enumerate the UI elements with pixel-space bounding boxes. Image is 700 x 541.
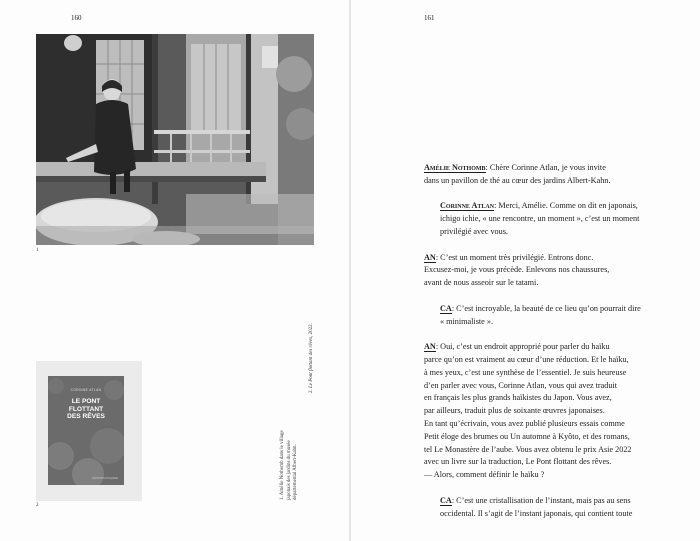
book-cover-card bbox=[36, 361, 142, 501]
left-page bbox=[0, 0, 349, 541]
caption-photo-line: 1. Amélie Nothomb dans le village bbox=[280, 430, 285, 500]
page-number: 161 bbox=[424, 14, 435, 22]
page-number: 160 bbox=[71, 14, 82, 22]
dialogue-turn: CA: C’est incroyable, la beauté de ce lieu qu’on pourrait dire « minimaliste ». bbox=[424, 303, 678, 329]
caption-book-prefix: 2. bbox=[309, 388, 314, 393]
dialogue-line: Oui, c’est un endroit approprié pour parler du haïku bbox=[440, 342, 610, 352]
dialogue-turn: Amélie Nothomb: Chère Corinne Atlan, je vous invite dans un pavillon de thé au cœur des jardins Albert-Kahn. bbox=[424, 162, 678, 188]
dialogue-line: par ailleurs, traduit plus de soixante œuvres japonaises. bbox=[424, 406, 605, 416]
dialogue-line: ichigo ichie, « une rencontre, un moment », c’est un moment bbox=[440, 214, 640, 224]
dialogue-line: — Alors, comment définir le haïku ? bbox=[424, 470, 545, 480]
photo-amelie-in-pavilion bbox=[36, 34, 314, 245]
dialogue-line: d’en parler avec vous, Corinne Atlan, vous qui avez traduit bbox=[424, 380, 618, 390]
dialogue-turn: CA: C’est une cristallisation de l’instant, mais pas au sens occidental. Il s’agit de l’instant japonais, qui contient toute bbox=[424, 495, 678, 521]
caption-photo-line: japonais des jardins du musée bbox=[286, 440, 292, 500]
dialogue-turn: AN: Oui, c’est un endroit approprié pour parler du haïku parce qu’on est vraiment au cœur d’une réduction. Et le haïku, à mes yeux, c’est une synthèse de l’essentiel. Je suis heureuse d’en parler avec vous, Corinne Atlan, vous qui avez traduit en français les plus grands haïkistes du Japon. Vous avez, par ailleurs, traduit plus de soixante œuvres japonaises. En tant qu’écrivain, vous avez publié plusieurs essais comme Petit éloge des brumes ou Un automne à Kyôto, et des romans, tel Le Monastère de l’aube. Vous avez obtenu le prix Asie 2022 avec un livre sur la traduction, Le Pont flottant des rêves. — Alors, comment définir le haïku ? bbox=[424, 341, 678, 482]
dialogue-turn: AN: C’est un moment très privilégié. Entrons donc. Excusez-moi, je vous précède. Enlevons nos chaussures, avant de nous asseoir sur le tatami. bbox=[424, 252, 678, 290]
caption-book bbox=[309, 323, 316, 393]
dialogue-line: à mes yeux, c’est une synthèse de l’essentiel. Je suis heureuse bbox=[424, 367, 627, 377]
dialogue-line: avec un livre sur la traduction, Le Pont flottant des rêves. bbox=[424, 457, 612, 467]
speaker-initials: CA bbox=[440, 495, 452, 505]
dialogue-line: Excusez-moi, je vous précède. Enlevons nos chaussures, bbox=[424, 265, 610, 275]
speaker-initials: AN bbox=[424, 342, 436, 352]
dialogue-line: en français les plus grands haïkistes du Japon. Vous avez, bbox=[424, 393, 612, 403]
dialogue-line: Merci, Amélie. Comme on dit en japonais, bbox=[498, 201, 638, 211]
dialogue-line: dans un pavillon de thé au cœur des jardins Albert-Kahn. bbox=[424, 175, 611, 185]
book-publisher: ÉDITIONS PICQUIER bbox=[92, 477, 118, 480]
caption-photo bbox=[280, 430, 300, 500]
book-cover-image bbox=[48, 376, 124, 485]
photo-figure-number: 1 bbox=[36, 248, 39, 253]
dialogue-line: En tant qu’écrivain, vous avez publié plusieurs essais comme bbox=[424, 418, 625, 428]
caption-book-suffix: , 2022. bbox=[309, 323, 314, 337]
dialogue-line: C’est incroyable, la beauté de ce lieu qu’on pourrait dire bbox=[456, 303, 641, 313]
dialogue-line: avant de nous asseoir sur le tatami. bbox=[424, 278, 539, 288]
caption-photo-line: départemental Albert-Kahn. bbox=[293, 444, 298, 500]
dialogue-line: tel Le Monastère de l’aube. Vous avez obtenu le prix Asie 2022 bbox=[424, 444, 632, 454]
pavilion-photograph bbox=[36, 34, 314, 245]
dialogue-line: parce qu’on est vraiment au cœur d’une réduction. Et le haïku, bbox=[424, 354, 629, 364]
speaker-name: Amélie Nothomb bbox=[424, 163, 486, 172]
speaker-initials: CA bbox=[440, 303, 452, 313]
dialogue-line: privilégié avec vous. bbox=[440, 226, 508, 236]
dialogue-line: Chère Corinne Atlan, je vous invite bbox=[489, 163, 606, 172]
dialogue-line: occidental. Il s’agit de l’instant japonais, qui contient toute bbox=[440, 508, 633, 518]
dialogue-turn: Corinne Atlan: Merci, Amélie. Comme on dit en japonais, ichigo ichie, « une rencontre, un moment », c’est un moment privilégié avec vous. bbox=[424, 200, 678, 238]
dialogue-line: Petit éloge des brumes ou Un automne à Kyôto, et des romans, bbox=[424, 431, 630, 441]
book-figure-number: 2 bbox=[36, 503, 39, 508]
speaker-initials: AN bbox=[424, 252, 436, 262]
book-cover-pattern bbox=[48, 376, 124, 485]
interview-dialogue bbox=[424, 162, 678, 533]
dialogue-line: C’est un moment très privilégié. Entrons donc. bbox=[440, 252, 594, 262]
book-author: CORINNE ATLAN bbox=[70, 388, 102, 392]
dialogue-line: C’est une cristallisation de l’instant, mais pas au sens bbox=[456, 495, 631, 505]
book-title: LE PONT FLOTTANT DES RÊVES bbox=[67, 398, 105, 421]
speaker-name: Corinne Atlan bbox=[440, 201, 495, 211]
caption-book-title: Le Pont flottant des rêves bbox=[309, 336, 314, 388]
dialogue-line: « minimaliste ». bbox=[440, 316, 493, 326]
